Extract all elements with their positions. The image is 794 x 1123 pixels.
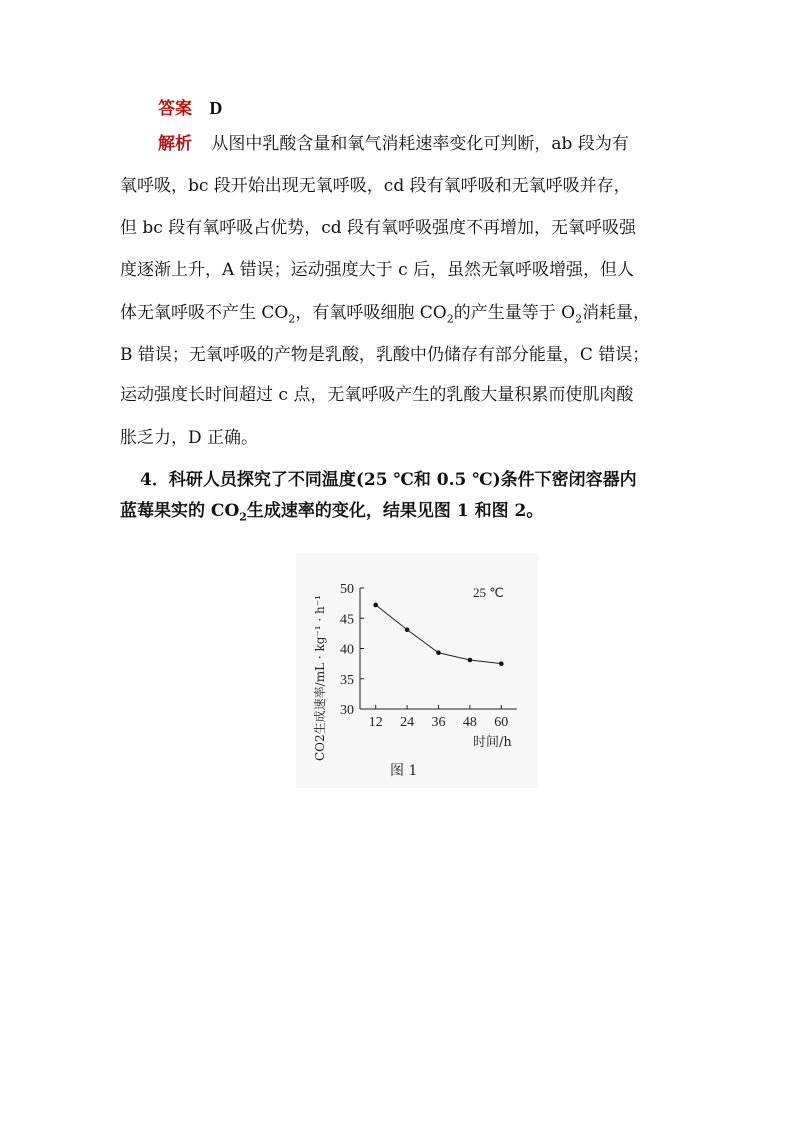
question-text-2b: 生成速率的变化，结果见图 1 和图 2。 (246, 501, 544, 521)
analysis-text-5b: ，有氧呼吸细胞 CO (295, 303, 447, 323)
analysis-text-5c: 的产生量等于 O (453, 303, 576, 323)
analysis-text-5a: 体无氧呼吸不产生 CO (120, 303, 289, 323)
answer-line (158, 95, 222, 122)
analysis-line-3: 但 bc 段有氧呼吸占优势，cd 段有氧呼吸强度不再增加，无氧呼吸强 (120, 218, 637, 238)
subscript: 2 (575, 312, 583, 326)
y-tick-label: 40 (340, 642, 354, 658)
y-tick-label: 30 (340, 703, 354, 718)
x-axis-label: 时间/h (473, 735, 512, 750)
analysis-text-5d: 消耗量， (582, 303, 651, 323)
analysis-line-1 (158, 131, 629, 157)
subscript: 2 (239, 510, 247, 524)
y-tick-label: 50 (340, 582, 354, 597)
analysis-line-8: 胀乏力，D 正确。 (120, 428, 259, 448)
question-line-1: 4．科研人员探究了不同温度(25 ℃和 0.5 ℃)条件下密闭容器内 (140, 470, 637, 490)
x-tick-label: 48 (462, 715, 477, 730)
x-tick-label: 60 (494, 715, 509, 730)
subscript: 2 (446, 312, 454, 326)
question-line-2 (120, 498, 543, 530)
data-point (436, 650, 441, 655)
subscript: 2 (288, 312, 296, 326)
y-axis-label: CO2生成速率/mL · kg⁻¹ · h⁻¹ (313, 595, 327, 761)
data-point (373, 603, 378, 608)
chart-axes (360, 588, 517, 709)
analysis-line-4: 度逐渐上升，A 错误；运动强度大于 c 后，虽然无氧呼吸增强，但人 (120, 260, 635, 280)
analysis-line-6: B 错误；无氧呼吸的产物是乳酸，乳酸中仍储存有部分能量，C 错误； (120, 345, 650, 365)
data-point (468, 658, 473, 663)
analysis-line-7: 运动强度长时间超过 c 点，无氧呼吸产生的乳酸大量积累而使肌肉酸 (120, 385, 634, 405)
figure-caption: 图 1 (390, 763, 418, 779)
figure-1 (296, 553, 538, 788)
chart-ticks (340, 582, 508, 730)
analysis-text-1: 从图中乳酸含量和氧气消耗速率变化可判断，ab 段为有 (211, 134, 629, 154)
x-tick-label: 36 (431, 715, 446, 730)
x-tick-label: 12 (368, 715, 383, 730)
temperature-annotation: 25 ℃ (473, 585, 504, 600)
question-text-2a: 蓝莓果实的 CO (120, 501, 240, 521)
analysis-line-5 (120, 300, 650, 332)
answer-label: 答案 (158, 99, 192, 119)
answer-value: D (209, 98, 223, 118)
line-chart (296, 553, 538, 788)
y-tick-label: 35 (340, 672, 354, 688)
y-tick-label: 45 (340, 612, 354, 628)
analysis-line-2: 氧呼吸，bc 段开始出现无氧呼吸，cd 段有氧呼吸和无氧呼吸并存， (120, 176, 631, 196)
chart-marks (373, 603, 503, 666)
analysis-label: 解析 (158, 134, 192, 154)
data-point (405, 627, 410, 632)
data-point (499, 661, 504, 666)
x-tick-label: 24 (400, 715, 415, 730)
